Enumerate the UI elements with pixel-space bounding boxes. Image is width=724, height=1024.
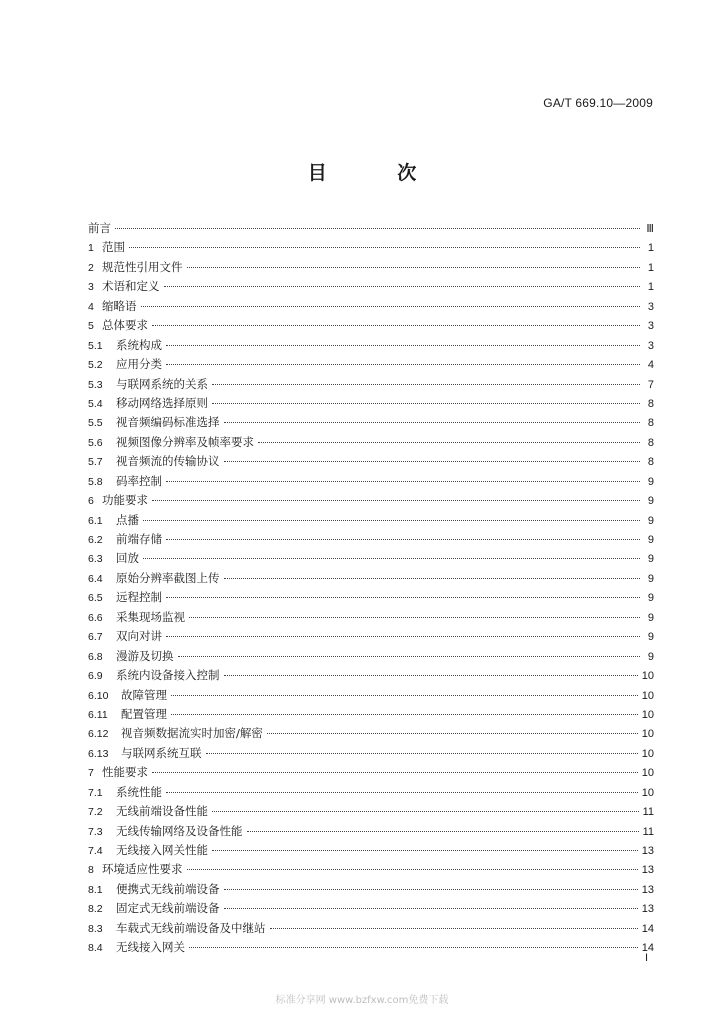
toc-entry-label: 环境适应性要求 [102, 862, 183, 877]
toc-entry[interactable] [88, 666, 654, 685]
toc-entry-label: 系统构成 [116, 337, 162, 352]
toc-entry-number: 5 [88, 320, 94, 333]
toc-dot-leader [166, 364, 640, 365]
toc-entry[interactable] [88, 297, 654, 316]
toc-entry[interactable] [88, 277, 654, 296]
toc-dot-leader [152, 772, 638, 773]
toc-entry[interactable] [88, 569, 654, 588]
toc-entry-label: 故障管理 [121, 687, 167, 702]
toc-entry-label: 车载式无线前端设备及中继站 [116, 920, 266, 935]
toc-entry-label: 视频图像分辨率及帧率要求 [116, 434, 254, 449]
toc-entry[interactable] [88, 938, 654, 957]
toc-dot-leader [143, 558, 640, 559]
toc-entry-label: 移动网络选择原则 [116, 395, 208, 410]
toc-entry-page: 9 [647, 631, 654, 644]
toc-entry-label: 范围 [102, 240, 125, 255]
toc-entry-page: 11 [642, 806, 654, 819]
toc-entry-page: 13 [641, 864, 654, 877]
toc-entry-label: 漫游及切换 [116, 648, 174, 663]
toc-entry-label: 采集现场监视 [116, 609, 185, 624]
toc-dot-leader [129, 247, 640, 248]
toc-entry-page: 1 [647, 281, 654, 294]
toc-entry-label: 无线接入网关性能 [116, 843, 208, 857]
toc-dot-leader [187, 267, 641, 268]
toc-dot-leader [166, 481, 640, 482]
toc-entry-number: 6.13 [88, 747, 109, 760]
toc-entry-number: 7 [88, 767, 94, 780]
toc-dot-leader [206, 753, 638, 754]
toc-entry[interactable] [88, 841, 654, 860]
toc-entry-label: 视音频数据流实时加密/解密 [121, 726, 263, 741]
toc-entry[interactable] [88, 822, 654, 841]
toc-dot-leader [166, 792, 638, 793]
toc-entry[interactable] [88, 355, 654, 374]
toc-dot-leader [224, 422, 641, 423]
toc-dot-leader [267, 733, 638, 734]
toc-dot-leader [166, 636, 640, 637]
toc-entry-page: 13 [641, 883, 654, 896]
toc-entry-number: 6.10 [88, 689, 109, 702]
toc-entry-number: 5.1 [88, 339, 103, 352]
toc-dot-leader [224, 908, 638, 909]
toc-entry-label: 系统内设备接入控制 [116, 668, 220, 683]
toc-dot-leader [224, 461, 641, 462]
toc-entry-label: 前言 [88, 221, 111, 235]
toc-entry-label: 回放 [116, 551, 139, 566]
toc-entry-label: 应用分类 [116, 357, 162, 372]
page-number: I [644, 952, 648, 964]
toc-entry-page: 11 [642, 825, 654, 838]
toc-entry-label: 功能要求 [102, 493, 148, 508]
toc-entry[interactable] [88, 472, 654, 491]
toc-entry-number: 7.4 [88, 845, 103, 857]
toc-entry[interactable] [88, 802, 654, 821]
toc-entry[interactable] [88, 452, 654, 471]
toc-entry-page: 10 [641, 708, 654, 721]
toc-entry-number: 6.4 [88, 572, 103, 585]
toc-dot-leader [224, 578, 641, 579]
toc-entry[interactable] [88, 336, 654, 355]
toc-dot-leader [171, 714, 638, 715]
toc-entry[interactable] [88, 394, 654, 413]
toc-entry-page: 9 [647, 553, 654, 566]
toc-dot-leader [270, 928, 638, 929]
document-code: GA/T 669.10—2009 [543, 96, 653, 110]
toc-dot-leader [143, 520, 640, 521]
toc-entry-page: 4 [647, 359, 654, 372]
toc-entry-label: 与联网系统的关系 [116, 376, 208, 391]
toc-dot-leader [212, 403, 640, 404]
toc-entry-label: 双向对讲 [116, 629, 162, 644]
toc-entry[interactable] [88, 783, 654, 802]
toc-entry-page: 9 [647, 514, 654, 527]
toc-entry[interactable] [88, 588, 654, 607]
toc-entry-label: 原始分辨率截图上传 [116, 570, 220, 585]
toc-entry[interactable] [88, 919, 654, 938]
toc-entry-number: 6.3 [88, 553, 103, 566]
toc-entry[interactable] [88, 511, 654, 530]
toc-entry-page: 9 [647, 592, 654, 605]
toc-entry-number: 8.4 [88, 942, 103, 955]
toc-entry-page: Ⅲ [646, 223, 654, 235]
toc-entry-page: 9 [647, 611, 654, 624]
toc-dot-leader [212, 850, 638, 851]
toc-entry[interactable] [88, 375, 654, 394]
toc-dot-leader [166, 539, 640, 540]
toc-entry-page: 13 [641, 845, 654, 857]
toc-entry-label: 固定式无线前端设备 [116, 901, 220, 916]
toc-entry-number: 7.1 [88, 786, 103, 799]
toc-entry-label: 缩略语 [102, 298, 137, 313]
toc-entry-label: 术语和定义 [102, 279, 160, 294]
toc-entry-page: 3 [647, 339, 654, 352]
toc-entry-number: 6.11 [88, 708, 108, 721]
toc-entry-number: 6.2 [88, 534, 103, 546]
toc-entry-page: 10 [641, 689, 654, 702]
toc-entry-page: 8 [647, 436, 654, 449]
toc-entry[interactable] [88, 647, 654, 666]
toc-entry-page: 1 [647, 242, 654, 255]
toc-entry-label: 码率控制 [116, 473, 162, 488]
toc-entry[interactable] [88, 880, 654, 899]
toc-entry-label: 前端存储 [116, 532, 162, 546]
toc-dot-leader [171, 695, 638, 696]
toc-entry-number: 6.1 [88, 514, 103, 527]
page-title: 目 次 [307, 162, 449, 184]
toc-dot-leader [164, 286, 641, 287]
toc-entry-page: 14 [641, 922, 654, 935]
toc-entry-label: 点播 [116, 512, 139, 527]
toc-entry[interactable] [88, 491, 654, 510]
toc-entry-number: 5.6 [88, 436, 103, 449]
toc-entry-label: 配置管理 [121, 706, 167, 721]
toc-entry-number: 6.5 [88, 592, 103, 605]
toc-entry[interactable] [88, 413, 654, 432]
toc-entry-number: 8.1 [88, 883, 103, 896]
toc-dot-leader [212, 384, 640, 385]
toc-dot-leader [152, 325, 640, 326]
toc-entry-number: 4 [88, 300, 94, 313]
toc-entry-page: 8 [647, 417, 654, 430]
toc-entry-number: 5.2 [88, 359, 103, 372]
table-of-contents [88, 219, 654, 958]
toc-entry[interactable] [88, 316, 654, 335]
toc-entry-page: 8 [647, 456, 654, 469]
toc-dot-leader [166, 597, 640, 598]
toc-entry-page: 9 [647, 475, 654, 488]
toc-dot-leader [187, 869, 638, 870]
toc-entry-page: 9 [647, 650, 654, 663]
toc-entry-number: 5.8 [88, 475, 103, 488]
toc-entry[interactable] [88, 899, 654, 918]
toc-dot-leader [224, 675, 638, 676]
toc-entry[interactable] [88, 860, 654, 879]
toc-entry[interactable] [88, 608, 654, 627]
toc-entry-label: 远程控制 [116, 590, 162, 605]
toc-entry[interactable] [88, 763, 654, 782]
toc-dot-leader [189, 617, 640, 618]
toc-entry-label: 总体要求 [102, 318, 148, 333]
toc-entry-page: 10 [641, 670, 654, 683]
toc-entry-number: 8.3 [88, 922, 103, 935]
toc-entry-number: 6.9 [88, 670, 103, 683]
toc-entry-number: 6.7 [88, 631, 103, 644]
toc-dot-leader [166, 345, 640, 346]
toc-entry[interactable] [88, 724, 654, 743]
toc-dot-leader [189, 947, 638, 948]
toc-entry-page: 9 [647, 572, 654, 585]
toc-entry[interactable] [88, 549, 654, 568]
toc-entry[interactable] [88, 686, 654, 705]
toc-entry[interactable] [88, 258, 654, 277]
watermark: 标准分享网 www.bzfxw.com免费下载 [275, 995, 449, 1006]
toc-entry-label: 与联网系统互联 [121, 745, 202, 760]
toc-entry[interactable] [88, 219, 654, 238]
toc-entry-number: 1 [88, 242, 94, 255]
toc-dot-leader [141, 306, 641, 307]
toc-entry-number: 5.4 [88, 397, 103, 410]
toc-entry-number: 5.7 [88, 456, 103, 469]
toc-entry-label: 系统性能 [116, 784, 162, 799]
toc-entry[interactable] [88, 705, 654, 724]
toc-entry-number: 5.5 [88, 417, 103, 430]
toc-entry-number: 8.2 [88, 903, 103, 916]
toc-entry-page: 13 [641, 903, 654, 916]
toc-entry-page: 9 [647, 495, 654, 508]
toc-dot-leader [224, 889, 638, 890]
toc-entry-number: 6.6 [88, 611, 103, 624]
toc-entry-number: 6 [88, 495, 94, 508]
toc-entry-label: 性能要求 [102, 765, 148, 780]
toc-entry[interactable] [88, 627, 654, 646]
toc-entry-page: 10 [641, 786, 654, 799]
toc-entry-label: 无线传输网络及设备性能 [116, 823, 243, 838]
toc-entry-number: 5.3 [88, 378, 103, 391]
toc-entry[interactable] [88, 433, 654, 452]
toc-dot-leader [247, 831, 639, 832]
toc-entry[interactable] [88, 744, 654, 763]
toc-entry-number: 3 [88, 281, 94, 294]
toc-entry-number: 8 [88, 864, 94, 877]
toc-entry-label: 视音频编码标准选择 [116, 415, 220, 430]
toc-dot-leader [178, 656, 641, 657]
toc-entry-page: 1 [647, 261, 654, 274]
toc-entry-label: 视音频流的传输协议 [116, 454, 220, 469]
toc-entry-page: 10 [641, 728, 654, 741]
toc-entry[interactable] [88, 238, 654, 257]
toc-entry-number: 7.3 [88, 825, 103, 838]
toc-entry-page: 14 [641, 942, 654, 955]
toc-entry-label: 无线前端设备性能 [116, 804, 208, 819]
toc-entry-number: 6.8 [88, 650, 103, 663]
toc-dot-leader [212, 811, 639, 812]
toc-entry-label: 规范性引用文件 [102, 259, 183, 274]
toc-entry-page: 9 [647, 534, 654, 546]
toc-entry-page: 7 [647, 378, 654, 391]
toc-entry[interactable] [88, 530, 654, 549]
toc-entry-page: 8 [647, 397, 654, 410]
toc-entry-page: 10 [641, 747, 654, 760]
toc-entry-number: 2 [88, 261, 94, 274]
toc-entry-page: 3 [647, 300, 654, 313]
toc-entry-number: 6.12 [88, 728, 109, 741]
toc-entry-number: 7.2 [88, 806, 103, 819]
toc-dot-leader [115, 228, 640, 229]
toc-dot-leader [258, 442, 640, 443]
toc-entry-page: 10 [641, 767, 654, 780]
toc-entry-label: 便携式无线前端设备 [116, 881, 220, 896]
toc-entry-page: 3 [647, 320, 654, 333]
toc-entry-label: 无线接入网关 [116, 940, 185, 955]
toc-dot-leader [152, 500, 640, 501]
